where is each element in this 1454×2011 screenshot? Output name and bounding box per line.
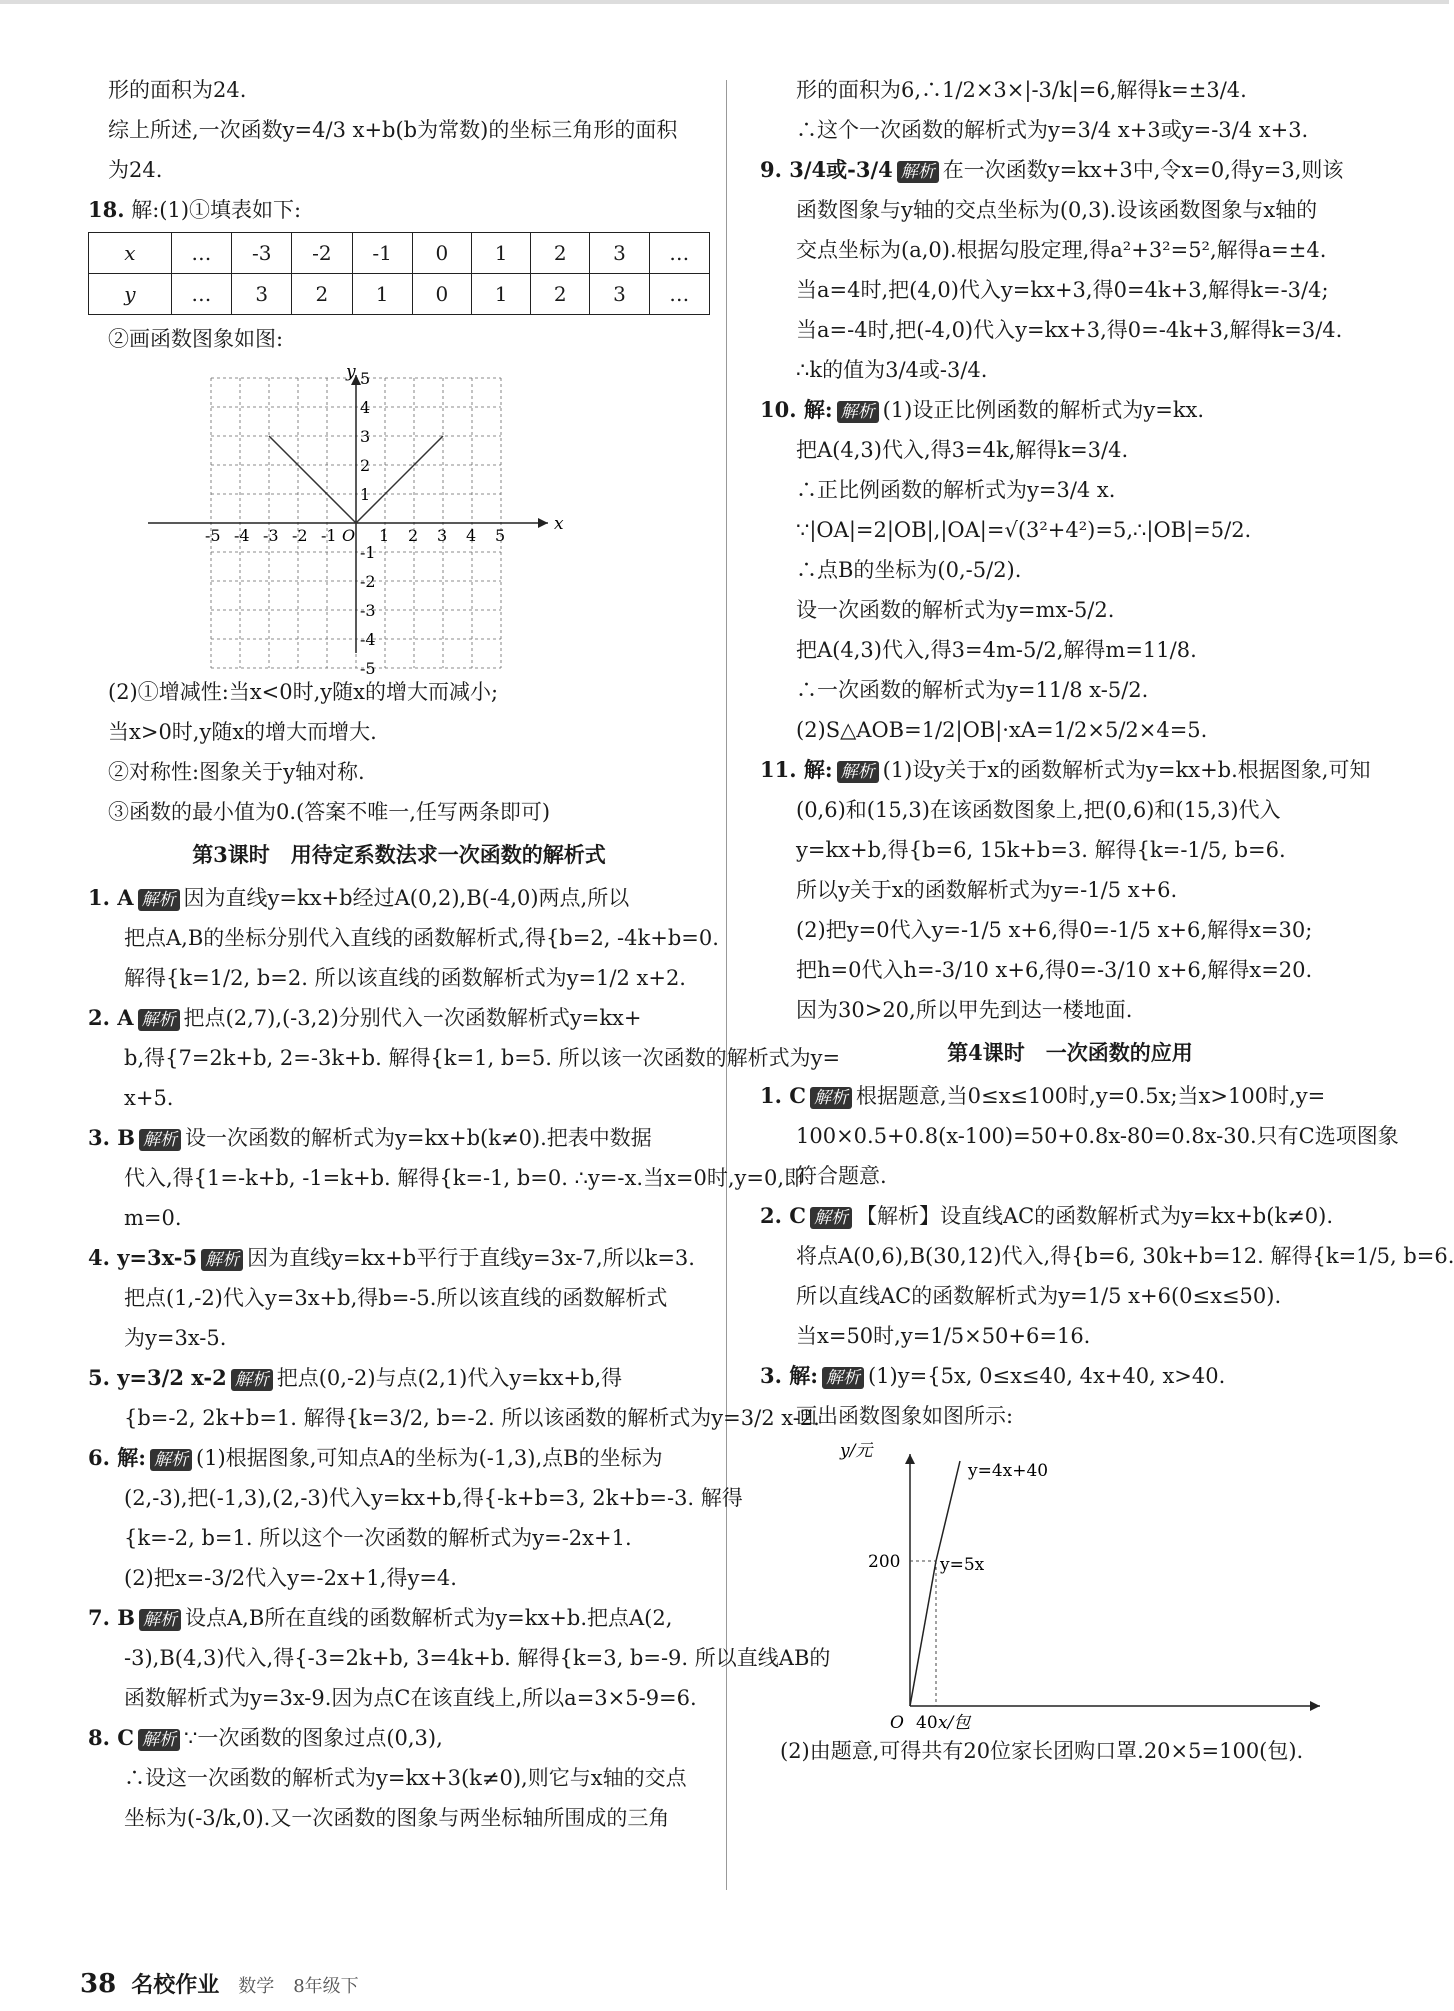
q18-number: 18. (88, 197, 125, 222)
answer-line: (2)把x=-3/2代入y=-2x+1,得y=4. (124, 1566, 457, 1590)
right-line: ∴这个一次函数的解析式为y=3/4 x+3或y=-3/4 x+3. (796, 118, 1309, 142)
graph-caption: ②画函数图象如图: (108, 327, 284, 351)
label-y-4x-40: y=4x+40 (968, 1461, 1049, 1481)
page-footer (80, 1968, 359, 1999)
analysis-tag: 解析 (139, 1609, 181, 1631)
answer-number: 4. y=3x-5 (88, 1245, 198, 1270)
subject: 数学 (238, 1976, 275, 1997)
right-column (760, 70, 1454, 1771)
answer-number: 2. A (88, 1005, 134, 1030)
table-cell: … (171, 274, 231, 315)
x-tick-label: 5 (495, 526, 506, 545)
answer-line-head (88, 878, 710, 918)
answer-text: 把点(2,7),(-3,2)分别代入一次函数解析式y=kx+ (183, 1006, 642, 1030)
label-y-5x: y=5x (940, 1555, 985, 1575)
x-axis-arrow (538, 518, 548, 528)
answer-line: y=kx+b,得{b=6, 15k+b=3. 解得{k=-1/5, b=6. (796, 838, 1286, 862)
value-table (88, 232, 710, 315)
y-axis-arrow (905, 1454, 915, 1464)
answer-line: 代入,得{1=-k+b, -1=k+b. 解得{k=-1, b=0. ∴y=-x.当x=0时,y=0,即 (124, 1166, 806, 1190)
answer-line: 把h=0代入h=-3/10 x+6,得0=-3/10 x+6,解得x=20. (796, 958, 1313, 982)
x-tick-label: -2 (292, 526, 308, 545)
y-tick-label: 4 (360, 398, 371, 417)
answer-text: (1)设正比例函数的解析式为y=kx. (882, 398, 1205, 422)
line-y-4x-40 (936, 1461, 960, 1561)
answer-number: 1. A (88, 885, 134, 910)
table-cell: 3 (232, 274, 292, 315)
q18-head (88, 190, 710, 230)
analysis-tag: 解析 (837, 401, 879, 423)
right-answer-list-b (760, 1076, 1454, 1436)
intro-line: 为24. (108, 158, 163, 182)
answer-line-head (760, 1196, 1380, 1236)
answer-number: 3. B (88, 1125, 135, 1150)
y-tick-label: -3 (360, 601, 376, 620)
origin-label: O (890, 1713, 904, 1733)
answer-line-head (760, 750, 1380, 790)
y-tick-label: 1 (360, 485, 371, 504)
table-cell: 2 (292, 274, 352, 315)
answer-line: 所以y关于x的函数解析式为y=-1/5 x+6. (796, 878, 1178, 902)
answer-text: 【解析】设直线AC的函数解析式为y=kx+b(k≠0). (855, 1204, 1333, 1228)
answer-line: 把A(4,3)代入,得3=4m-5/2,解得m=11/8. (796, 638, 1197, 662)
answer-number: 11. 解: (760, 757, 833, 782)
answer-line: m=0. (124, 1206, 182, 1230)
table-cell: 3 (590, 274, 649, 315)
right-last-line: (2)由题意,可得共有20位家长团购口罩.20×5=100(包). (780, 1739, 1304, 1763)
table-cell: 1 (352, 274, 412, 315)
answer-line-head (760, 150, 1380, 190)
analysis-tag: 解析 (138, 1729, 180, 1751)
answer-line: x+5. (124, 1086, 174, 1110)
answer-line: {b=-2, 2k+b=1. 解得{k=3/2, b=-2. 所以该函数的解析式为y=3/2 x-2. (124, 1406, 820, 1430)
analysis-tag: 解析 (139, 1129, 181, 1151)
x-tick-label: -1 (321, 526, 337, 545)
answer-line: 画出函数图象如图所示: (796, 1404, 1014, 1428)
lesson-3-title: 第3课时 用待定系数法求一次函数的解析式 (192, 842, 606, 867)
answer-text: 设点A,B所在直线的函数解析式为y=kx+b.把点A(2, (184, 1606, 673, 1630)
x-tick-40: 40 (916, 1713, 938, 1733)
answer-line: 函数解析式为y=3x-9.因为点C在该直线上,所以a=3×5-9=6. (124, 1686, 697, 1710)
answer-line: (2)S△AOB=1/2|OB|·xA=1/2×5/2×4=5. (796, 718, 1208, 742)
answer-number: 7. B (88, 1605, 135, 1630)
answer-number: 6. 解: (88, 1445, 146, 1470)
x-tick-label: 3 (437, 526, 448, 545)
x-tick-label: 4 (466, 526, 477, 545)
lesson-4-title: 第4课时 一次函数的应用 (947, 1040, 1193, 1065)
page-number: 38 (80, 1969, 117, 1999)
y-tick-label: 5 (360, 369, 371, 388)
y-tick-label: -5 (360, 659, 376, 678)
analysis-tag: 解析 (822, 1367, 864, 1389)
x-tick-label: -4 (234, 526, 250, 545)
answer-text: 根据题意,当0≤x≤100时,y=0.5x;当x>100时,y= (855, 1084, 1326, 1108)
answer-line: {k=-2, b=1. 所以这个一次函数的解析式为y=-2x+1. (124, 1526, 632, 1550)
x-tick-label: -5 (205, 526, 221, 545)
answer-line: 把A(4,3)代入,得3=4k,解得k=3/4. (796, 438, 1129, 462)
answer-line: 解得{k=1/2, b=2. 所以该直线的函数解析式为y=1/2 x+2. (124, 966, 686, 990)
answer-line: 符合题意. (796, 1164, 887, 1188)
answer-line: -3),B(4,3)代入,得{-3=2k+b, 3=4k+b. 解得{k=3, b=-9. 所以直线AB的 (124, 1646, 831, 1670)
answer-line: 当a=4时,把(4,0)代入y=kx+3,得0=4k+3,解得k=-3/4; (796, 278, 1329, 302)
answer-line: 函数图象与y轴的交点坐标为(0,3).设该函数图象与x轴的 (796, 198, 1318, 222)
answer-number: 8. C (88, 1725, 134, 1750)
table-row (89, 274, 710, 315)
answer-line: 100×0.5+0.8(x-100)=50+0.8x-80=0.8x-30.只有C选项图象 (796, 1124, 1399, 1148)
answer-line-head (760, 1356, 1380, 1396)
answer-text: ∵一次函数的图象过点(0,3), (183, 1726, 443, 1750)
answer-line: 坐标为(-3/k,0).又一次函数的图象与两坐标轴所围成的三角 (124, 1806, 670, 1830)
answer-text: (1)y={5x, 0≤x≤40, 4x+40, x>40. (868, 1364, 1226, 1388)
answer-number: 5. y=3/2 x-2 (88, 1365, 227, 1390)
brand-name: 名校作业 (131, 1972, 220, 1998)
table-cell: 2 (531, 274, 590, 315)
answer-line-head (88, 998, 710, 1038)
answer-line: 因为30>20,所以甲先到达一楼地面. (796, 998, 1133, 1022)
answer-number: 10. 解: (760, 397, 833, 422)
analysis-tag: 解析 (138, 889, 180, 911)
answer-number: 3. 解: (760, 1363, 818, 1388)
top-border (0, 0, 1449, 4)
y-tick-label: 2 (360, 456, 371, 475)
right-answer-list-a (760, 150, 1380, 1030)
x-tick-label: -3 (263, 526, 279, 545)
answer-line: 所以直线AC的函数解析式为y=1/5 x+6(0≤x≤50). (796, 1284, 1282, 1308)
x-axis-label: x/包 (938, 1713, 971, 1733)
table-cell: 0 (412, 274, 471, 315)
analysis-tag: 解析 (897, 161, 939, 183)
table-cell: -3 (232, 233, 292, 274)
answer-number: 1. C (760, 1083, 806, 1108)
table-cell: x (89, 233, 172, 274)
answer-line-head (760, 1076, 1380, 1116)
column-divider (726, 80, 727, 1890)
answer-line: (2)把y=0代入y=-1/5 x+6,得0=-1/5 x+6,解得x=30; (796, 918, 1313, 942)
answer-text: 因为直线y=kx+b平行于直线y=3x-7,所以k=3. (247, 1246, 695, 1270)
q18-line: ③函数的最小值为0.(答案不唯一,任写两条即可) (108, 800, 551, 824)
answer-line: 将点A(0,6),B(30,12)代入,得{b=6, 30k+b=12. 解得{k=1/5, b=6. (796, 1244, 1454, 1268)
q18-line: 当x>0时,y随x的增大而增大. (108, 720, 377, 744)
analysis-tag: 解析 (231, 1369, 273, 1391)
answer-line: ∴设这一次函数的解析式为y=kx+3(k≠0),则它与x轴的交点 (124, 1766, 687, 1790)
analysis-tag: 解析 (150, 1449, 192, 1471)
answer-line: (0,6)和(15,3)在该函数图象上,把(0,6)和(15,3)代入 (796, 798, 1281, 822)
analysis-tag: 解析 (837, 761, 879, 783)
analysis-tag: 解析 (201, 1249, 243, 1271)
answer-line-head (88, 1358, 710, 1398)
q18-line: ②对称性:图象关于y轴对称. (108, 760, 365, 784)
table-cell: 1 (471, 274, 530, 315)
answer-line: ∴点B的坐标为(0,-5/2). (796, 558, 1022, 582)
table-cell: … (171, 233, 231, 274)
y-tick-label: -2 (360, 572, 376, 591)
table-cell: … (649, 274, 709, 315)
intro-line: 综上所述,一次函数y=4/3 x+b(b为常数)的坐标三角形的面积 (108, 118, 678, 142)
right-line: 形的面积为6,∴1/2×3×|-3/k|=6,解得k=±3/4. (796, 78, 1247, 102)
answer-line: ∴正比例函数的解析式为y=3/4 x. (796, 478, 1116, 502)
abs-function-graph (88, 362, 568, 678)
answer-text: 设一次函数的解析式为y=kx+b(k≠0).把表中数据 (184, 1126, 652, 1150)
answer-line: b,得{7=2k+b, 2=-3k+b. 解得{k=1, b=5. 所以该一次函数的解析式为y= (124, 1046, 841, 1070)
answer-number: 9. 3/4或-3/4 (760, 157, 893, 182)
answer-line-head (760, 390, 1380, 430)
table-cell: y (89, 274, 172, 315)
table-cell: … (649, 233, 709, 274)
y-tick-label: 3 (360, 427, 371, 446)
grade: 8年级下 (293, 1976, 359, 1997)
analysis-tag: 解析 (138, 1009, 180, 1031)
answer-text: 因为直线y=kx+b经过A(0,2),B(-4,0)两点,所以 (183, 886, 630, 910)
answer-line: 交点坐标为(a,0).根据勾股定理,得a²+3²=5²,解得a=±4. (796, 238, 1327, 262)
y-tick-label: -4 (360, 630, 376, 649)
answer-line: 为y=3x-5. (124, 1326, 227, 1350)
answer-line: 当a=-4时,把(-4,0)代入y=kx+3,得0=-4k+3,解得k=3/4. (796, 318, 1343, 342)
answer-line: ∴一次函数的解析式为y=11/8 x-5/2. (796, 678, 1149, 702)
y-tick-200: 200 (868, 1552, 901, 1572)
q18-text: 解:(1)①填表如下: (131, 198, 302, 222)
table-cell: 0 (412, 233, 471, 274)
answer-text: (1)根据图象,可知点A的坐标为(-1,3),点B的坐标为 (196, 1446, 663, 1470)
answer-number: 2. C (760, 1203, 806, 1228)
analysis-tag: 解析 (810, 1087, 852, 1109)
q18-line: (2)①增减性:当x<0时,y随x的增大而减小; (108, 680, 499, 704)
answer-line-head (88, 1438, 710, 1478)
y-axis-label: y (346, 362, 356, 382)
answer-line-head (88, 1238, 710, 1278)
answer-text: 把点(0,-2)与点(2,1)代入y=kx+b,得 (276, 1366, 623, 1390)
intro-line: 形的面积为24. (108, 78, 247, 102)
table-cell: 3 (590, 233, 649, 274)
origin-label: O (342, 526, 356, 545)
answer-text: (1)设y关于x的函数解析式为y=kx+b.根据图象,可知 (882, 758, 1371, 782)
x-axis-arrow (1310, 1701, 1320, 1711)
answer-line: (2,-3),把(-1,3),(2,-3)代入y=kx+b,得{-k+b=3, 2k+b=-3. 解得 (124, 1486, 743, 1510)
analysis-tag: 解析 (810, 1207, 852, 1229)
answer-line-head (88, 1598, 710, 1638)
x-tick-label: 1 (379, 526, 390, 545)
y-tick-label: -1 (360, 543, 376, 562)
answer-line-head (88, 1118, 710, 1158)
table-row (89, 233, 710, 274)
answer-line: 当x=50时,y=1/5×50+6=16. (796, 1324, 1091, 1348)
answer-line: 设一次函数的解析式为y=mx-5/2. (796, 598, 1115, 622)
cost-function-graph (820, 1436, 1340, 1733)
table-cell: -2 (292, 233, 352, 274)
answer-line: 把点(1,-2)代入y=3x+b,得b=-5.所以该直线的函数解析式 (124, 1286, 668, 1310)
table-cell: 1 (471, 233, 530, 274)
answer-line-head (88, 1718, 710, 1758)
x-axis-label: x (554, 514, 564, 534)
answer-line: ∴k的值为3/4或-3/4. (796, 358, 988, 382)
answer-text: 在一次函数y=kx+3中,令x=0,得y=3,则该 (942, 158, 1344, 182)
table-cell: -1 (352, 233, 412, 274)
answer-line: ∵|OA|=2|OB|,|OA|=√(3²+4²)=5,∴|OB|=5/2. (796, 518, 1252, 542)
y-axis-label: y/元 (840, 1441, 873, 1461)
table-cell: 2 (531, 233, 590, 274)
x-tick-label: 2 (408, 526, 419, 545)
answer-line: 把点A,B的坐标分别代入直线的函数解析式,得{b=2, -4k+b=0. (124, 926, 719, 950)
line-y-5x (910, 1561, 936, 1706)
